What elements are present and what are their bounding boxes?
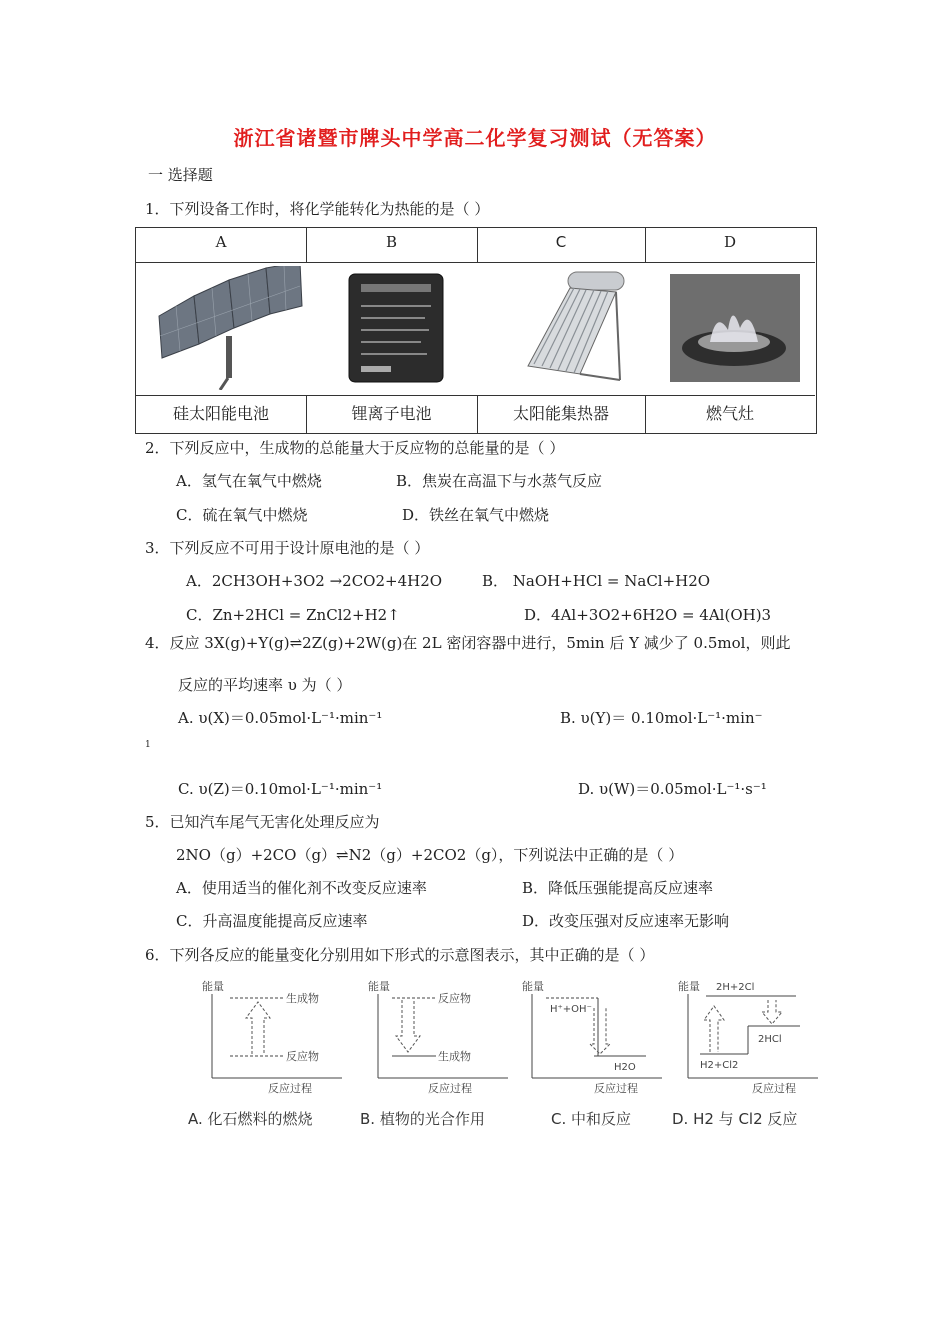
q4-option-d: D. υ(W)＝0.05mol·L⁻¹·s⁻¹ <box>578 780 767 798</box>
svg-text:能量: 能量 <box>368 980 390 993</box>
q5-stem: 5．已知汽车尾气无害化处理反应为 <box>145 813 380 831</box>
svg-text:H2+Cl2: H2+Cl2 <box>700 1060 739 1071</box>
q2-option-d: D．铁丝在氧气中燃烧 <box>402 506 550 524</box>
svg-text:能量: 能量 <box>202 980 224 993</box>
svg-text:反应物: 反应物 <box>286 1050 319 1063</box>
q1-header-d: D <box>645 228 815 263</box>
q2-option-c: C．硫在氧气中燃烧 <box>176 506 308 524</box>
q1-table <box>135 227 817 434</box>
lithium-battery-image <box>341 266 451 390</box>
energy-diagram-b <box>362 978 512 1098</box>
gas-stove-image <box>670 266 800 390</box>
q6-stem: 6．下列各反应的能量变化分别用如下形式的示意图表示，其中正确的是（ ） <box>145 946 655 964</box>
q2-option-b: B．焦炭在高温下与水蒸气反应 <box>396 472 603 490</box>
svg-text:生成物: 生成物 <box>286 992 319 1005</box>
page-title: 浙江省诸暨市牌头中学高二化学复习测试（无答案） <box>233 126 717 150</box>
q1-label-b: 锂离子电池 <box>306 395 478 433</box>
energy-diagram-c <box>516 978 666 1098</box>
svg-text:H2O: H2O <box>614 1062 636 1073</box>
q4-stem-cont: 反应的平均速率 υ 为（ ） <box>178 676 352 694</box>
q6-caption-a: A. 化石燃料的燃烧 <box>188 1110 313 1128</box>
q5-option-c: C．升高温度能提高反应速率 <box>176 912 368 930</box>
q4-option-a: A. υ(X)＝0.05mol·L⁻¹·min⁻¹ <box>178 709 383 727</box>
svg-text:H⁺+OH⁻: H⁺+OH⁻ <box>550 1004 592 1015</box>
q5-equation: 2NO（g）+2CO（g）⇌N2（g）+2CO2（g），下列说法中正确的是（ ） <box>176 846 684 864</box>
solar-heater-image <box>508 266 628 390</box>
q4-stem: 4．反应 3X(g)+Y(g)⇌2Z(g)+2W(g)在 2L 密闭容器中进行，5min 后 Y 减少了 0.5mol，则此 <box>145 634 791 652</box>
q3-option-b: B． NaOH+HCl = NaCl+H2O <box>482 572 711 590</box>
q1-stem: 1．下列设备工作时，将化学能转化为热能的是（ ） <box>145 200 490 218</box>
svg-text:能量: 能量 <box>678 980 700 993</box>
q6-caption-d: D. H2 与 Cl2 反应 <box>672 1110 798 1128</box>
q5-option-b: B．降低压强能提高反应速率 <box>522 879 714 897</box>
svg-text:反应过程: 反应过程 <box>428 1082 472 1095</box>
svg-text:能量: 能量 <box>522 980 544 993</box>
q5-option-d: D．改变压强对反应速率无影响 <box>522 912 730 930</box>
svg-text:反应物: 反应物 <box>438 992 471 1005</box>
q2-option-a: A．氢气在氧气中燃烧 <box>176 472 322 490</box>
q3-option-d: D．4Al+3O2+6H2O = 4Al(OH)3 <box>524 606 772 624</box>
q1-header-c: C <box>477 228 646 263</box>
energy-diagram-a <box>196 978 346 1098</box>
q3-option-a: A．2CH3OH+3O2 →2CO2+4H2O <box>186 572 443 590</box>
svg-text:反应过程: 反应过程 <box>268 1082 312 1095</box>
section-heading: 一 选择题 <box>148 166 213 184</box>
q4-option-b-wrap: 1 <box>145 740 151 750</box>
q5-option-a: A．使用适当的催化剂不改变反应速率 <box>176 879 427 897</box>
q6-caption-b: B. 植物的光合作用 <box>360 1110 485 1128</box>
q1-label-d: 燃气灶 <box>645 395 815 433</box>
q4-option-c: C. υ(Z)＝0.10mol·L⁻¹·min⁻¹ <box>178 780 383 798</box>
svg-text:生成物: 生成物 <box>438 1050 471 1063</box>
q4-option-b: B. υ(Y)＝ 0.10mol·L⁻¹·min⁻ <box>560 709 763 727</box>
solar-panel-image <box>154 266 304 390</box>
svg-text:2H+2Cl: 2H+2Cl <box>716 982 755 993</box>
q1-label-a: 硅太阳能电池 <box>136 395 307 433</box>
q2-stem: 2．下列反应中，生成物的总能量大于反应物的总能量的是（ ） <box>145 439 565 457</box>
q3-stem: 3．下列反应不可用于设计原电池的是（ ） <box>145 539 430 557</box>
q6-caption-c: C. 中和反应 <box>551 1110 632 1128</box>
q1-header-b: B <box>306 228 478 263</box>
energy-diagram-d <box>672 978 822 1098</box>
svg-text:反应过程: 反应过程 <box>752 1082 796 1095</box>
svg-text:2HCl: 2HCl <box>758 1034 782 1045</box>
q1-header-a: A <box>136 228 307 263</box>
q3-option-c: C．Zn+2HCl = ZnCl2+H2↑ <box>186 606 400 624</box>
svg-text:反应过程: 反应过程 <box>594 1082 638 1095</box>
q1-label-c: 太阳能集热器 <box>477 395 646 433</box>
